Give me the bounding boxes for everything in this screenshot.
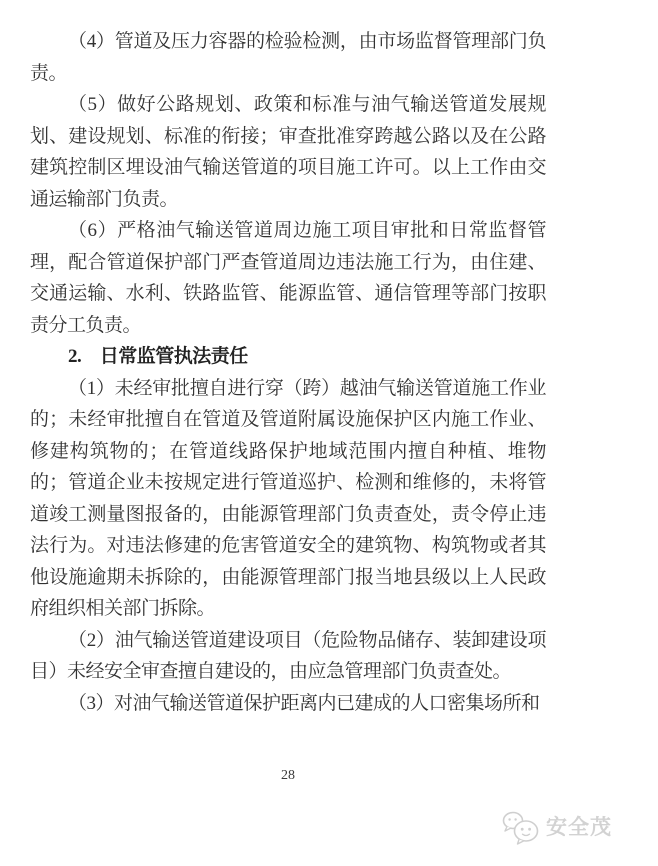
paragraph-item-1: （1）未经审批擅自进行穿（跨）越油气输送管道施工作业的；未经审批擅自在管道及管道附属设施保护区内施工作业、修建构筑物的；在管道线路保护地域范围内擅自种植、堆物的；管道企业未按规定进行管道巡护、检测和维修的，未将管道竣工测量图报备的，由能源管理部门负责查处，责令停止违法行为。对违法修建的危害管道安全的建筑物、构筑物或者其他设施逾期未拆除的，由能源管理部门报当地县级以上人民政府组织相关部门拆除。	[30, 377, 546, 619]
brand-watermark	[501, 810, 612, 846]
page-number: 28	[281, 768, 295, 783]
brand-name: 安全茂	[546, 816, 612, 839]
paragraph-item-6: （6）严格油气输送管道周边施工项目审批和日常监督管理，配合管道保护部门严查管道周边违法施工行为，由住建、交通运输、水利、铁路监管、能源监管、通信管理等部门按职责分工负责。	[30, 220, 546, 336]
paragraph-item-4: （4）管道及压力容器的检验检测，由市场监督管理部门负责。	[30, 31, 546, 84]
paragraph-item-3: （3）对油气输送管道保护距离内已建成的人口密集场所和	[68, 692, 540, 714]
paragraph-item-2: （2）油气输送管道建设项目（危险物品储存、装卸建设项目）未经安全审查擅自建设的，由应急管理部门负责查处。	[30, 629, 546, 682]
paragraph-item-5: （5）做好公路规划、政策和标准与油气输送管道发展规划、建设规划、标准的衔接；审查批准穿跨越公路以及在公路建筑控制区埋设油气输送管道的项目施工许可。以上工作由交通运输部门负责。	[30, 94, 546, 210]
section-heading-2: 2. 日常监管执法责任	[68, 346, 248, 367]
document-body	[30, 26, 546, 719]
wechat-icon	[501, 810, 539, 846]
